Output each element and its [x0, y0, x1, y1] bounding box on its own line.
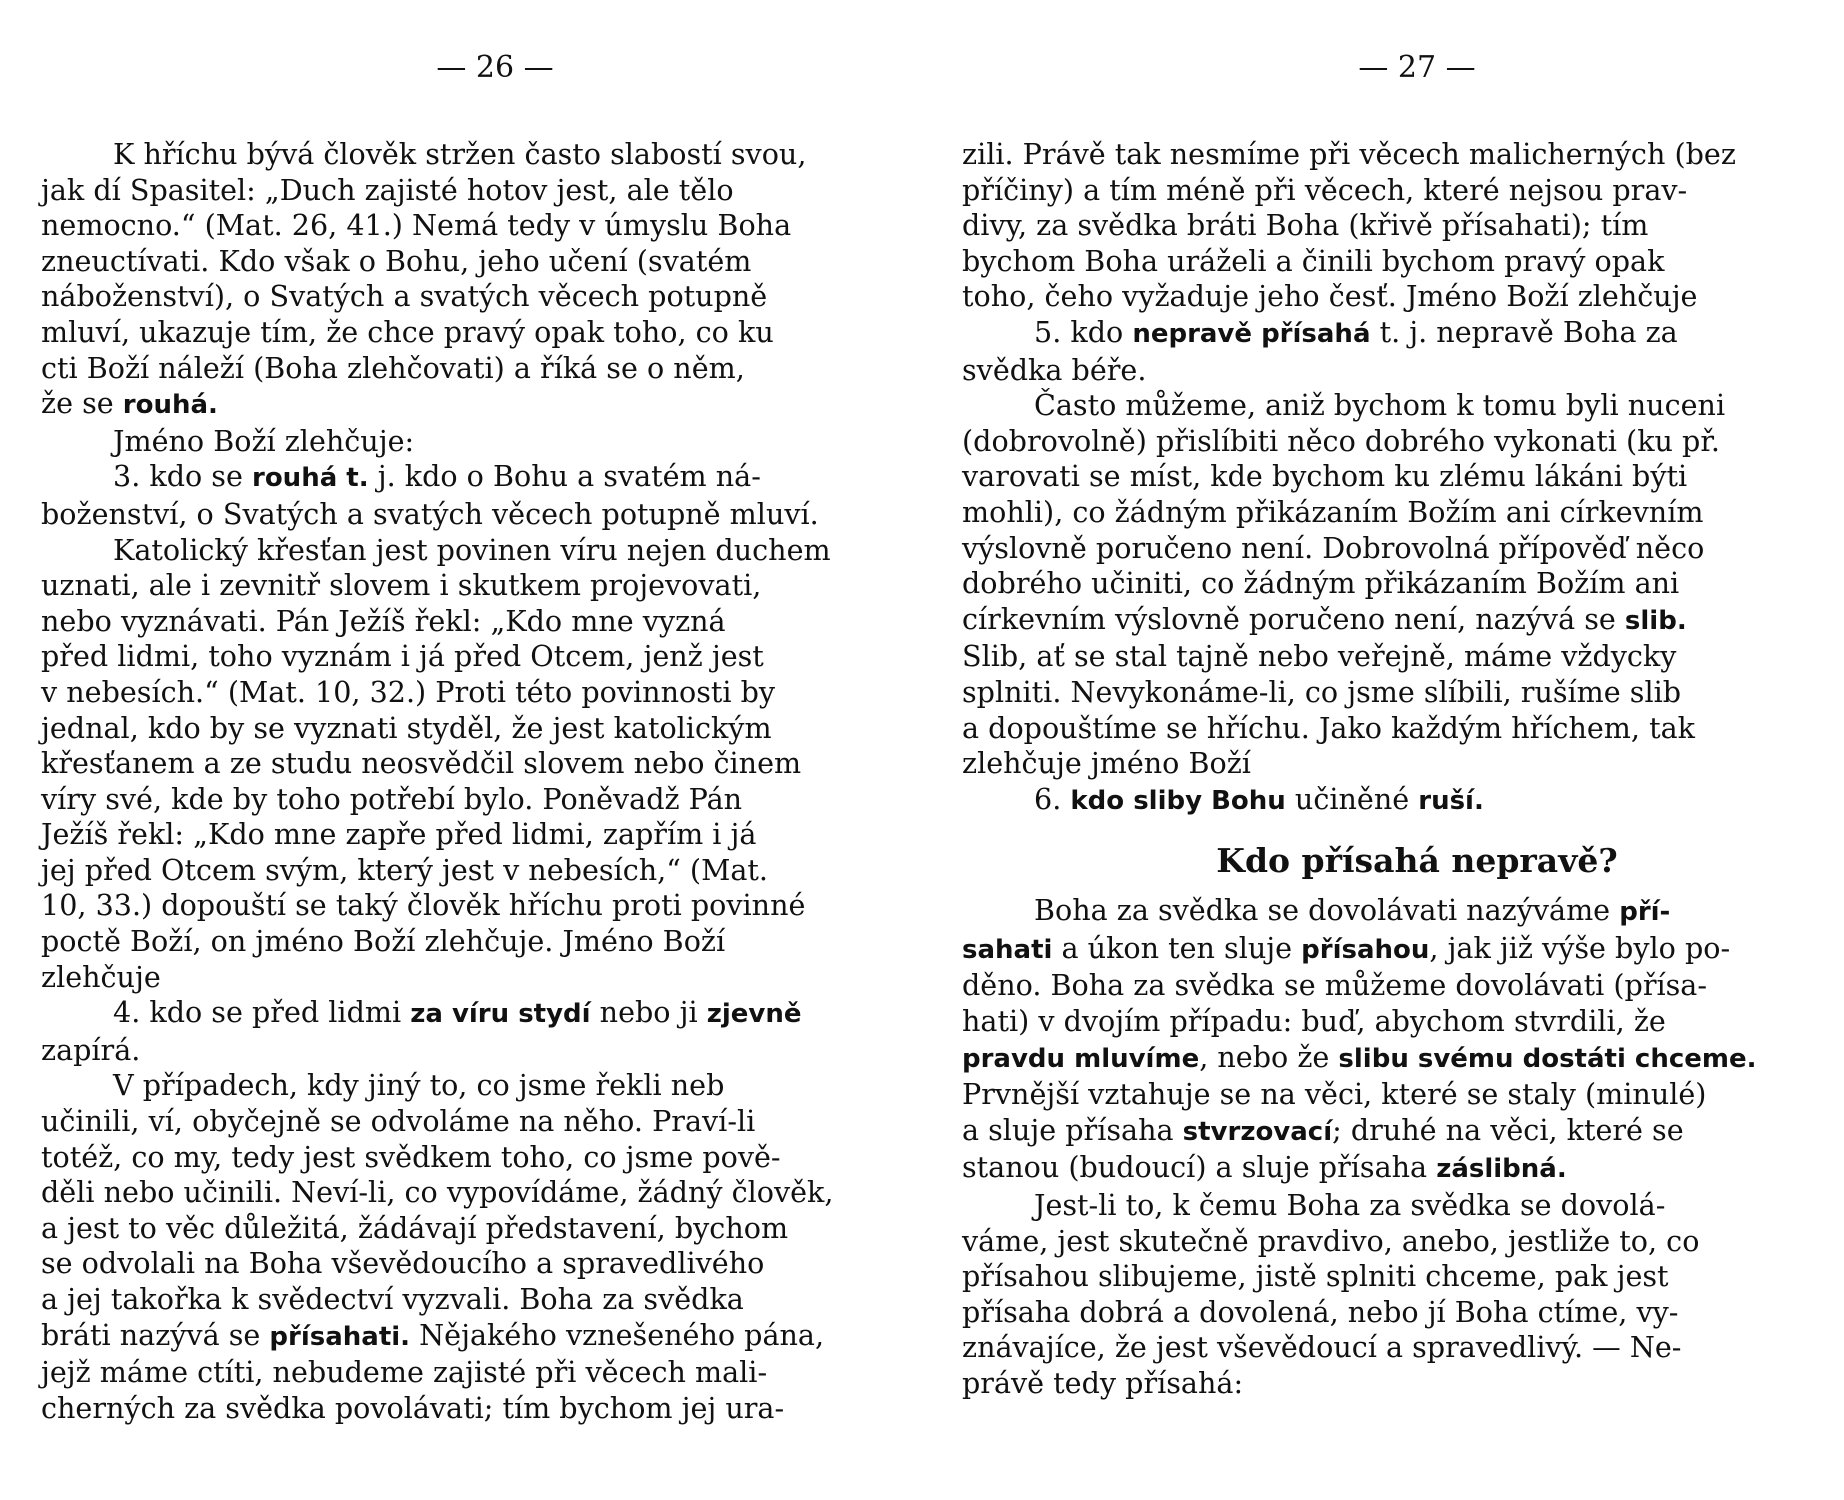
text-line: uznati, ale i zevnitř slovem i skutkem projevovati,	[41, 568, 762, 603]
text-line: příčiny) a tím méně při věcech, které nejsou prav-	[962, 172, 1688, 207]
text-line: bráti nazývá se přísahati. Nějakého vznešeného pána,	[41, 1317, 825, 1352]
page-number: — 27 —	[1358, 50, 1476, 85]
text-line: stanou (budoucí) a sluje přísaha záslibná.	[962, 1150, 1567, 1185]
text-line: mluví, ukazuje tím, že chce pravý opak toho, co ku	[41, 314, 774, 349]
left-page-text	[30, 137, 900, 1426]
text-line: a jest to věc důležitá, žádávají představení, bychom	[41, 1210, 789, 1245]
section-heading: Kdo přísahá nepravě?	[1216, 841, 1618, 881]
text-line: přísaha dobrá a dovolená, nebo jí Boha ctíme, vy-	[962, 1294, 1679, 1329]
text-line: váme, jest skutečně pravdivo, anebo, jestliže to, co	[962, 1223, 1700, 1258]
text-line: cherných za svědka povolávati; tím bychom jej ura-	[41, 1390, 785, 1425]
text-line: totéž, co my, tedy jest svědkem toho, co jsme pově-	[41, 1139, 781, 1174]
text-line: splniti. Nevykonáme-li, co jsme slíbili, rušíme slib	[962, 674, 1682, 709]
text-line: Prvnější vztahuje se na věci, které se staly (minulé)	[962, 1077, 1707, 1112]
bold-term: sahati	[962, 934, 1053, 965]
text-line: 5. kdo nepravě přísahá t. j. nepravě Boha za	[1034, 314, 1678, 349]
left-page	[30, 0, 900, 1426]
text-line: V případech, kdy jiný to, co jsme řekli neb	[113, 1068, 725, 1103]
text-line: děli nebo učinili. Neví-li, co vypovídáme, žádný člověk,	[41, 1175, 834, 1210]
text-line: sahati a úkon ten sluje přísahou, jak již výše bylo po-	[962, 930, 1731, 965]
text-line: před lidmi, toho vyznám i já před Otcem, jenž jest	[41, 639, 764, 674]
text-line: K hříchu bývá člověk stržen často slabostí svou,	[113, 137, 807, 171]
text-line: divy, za svědka bráti Boha (křivě přísahati); tím	[962, 208, 1649, 243]
text-line: jak dí Spasitel: „Duch zajisté hotov jest, ale tělo	[41, 172, 734, 207]
bold-term: rouhá t.	[252, 463, 369, 494]
text-line: víry své, kde by toho potřebí bylo. Poněvadž Pán	[41, 781, 743, 816]
bold-term: přísahati.	[269, 1321, 411, 1352]
bold-term: záslibná.	[1436, 1154, 1567, 1185]
text-line: učinili, ví, obyčejně se odvoláme na něho. Praví-li	[41, 1104, 756, 1139]
text-line: se odvolali na Boha vševědoucího a spravedlivého	[41, 1246, 765, 1281]
text-line: (dobrovolně) přislíbiti něco dobrého vykonati (ku př.	[962, 423, 1720, 458]
bold-term: stvrzovací	[1182, 1116, 1333, 1147]
text-line: Ježíš řekl: „Kdo mne zapře před lidmi, zapřím i já	[41, 817, 757, 852]
bold-term: rouhá.	[122, 390, 218, 421]
text-line: nebo vyznávati. Pán Ježíš řekl: „Kdo mne vyzná	[41, 603, 726, 638]
bold-term: slib.	[1624, 605, 1687, 636]
bold-term: slibu svému dostáti chceme.	[1338, 1043, 1757, 1074]
text-line: mohli), co žádným přikázaním Božím ani církevním	[962, 494, 1704, 529]
text-line: 4. kdo se před lidmi za víru stydí nebo ji zjevně	[113, 995, 802, 1030]
text-line: hati) v dvojím případu: buď, abychom stvrdili, že	[962, 1004, 1666, 1039]
text-line: v nebesích.“ (Mat. 10, 32.) Proti této povinnosti by	[41, 674, 776, 709]
bold-term: přísahou	[1301, 934, 1430, 965]
text-line: boženství, o Svatých a svatých věcech potupně mluví.	[41, 496, 819, 531]
text-line: zneuctívati. Kdo však o Bohu, jeho učení (svatém	[41, 243, 752, 278]
text-line: poctě Boží, on jméno Boží zlehčuje. Jméno Boží	[41, 924, 726, 959]
text-line: dobrého učiniti, co žádným přikázaním Božím ani	[962, 566, 1680, 601]
bold-term: zjevně	[706, 999, 802, 1030]
text-line: jej před Otcem svým, který jest v nebesích,“ (Mat.	[41, 852, 768, 887]
text-line: křesťanem a ze studu neosvědčil slovem nebo činem	[41, 746, 802, 781]
text-line: Katolický křesťan jest povinen víru nejen duchem	[113, 532, 831, 567]
text-line: výslovně poručeno není. Dobrovolná přípověď něco	[962, 530, 1705, 565]
page-number: — 26 —	[436, 50, 554, 85]
text-line: církevním výslovně poručeno není, nazývá se slib.	[962, 601, 1687, 636]
bold-term: nepravě přísahá	[1132, 318, 1371, 349]
bold-term: za víru stydí	[410, 999, 591, 1030]
right-page-text-after-heading	[962, 893, 1832, 1401]
text-line: znávajíce, že jest vševědoucí a spravedlivý. — Ne-	[962, 1330, 1682, 1365]
text-line: jejž máme ctíti, nebudeme zajisté při věcech mali-	[41, 1355, 768, 1390]
text-line: 3. kdo se rouhá t. j. kdo o Bohu a svatém ná-	[113, 459, 761, 494]
text-line: Jméno Boží zlehčuje:	[113, 423, 415, 458]
text-line: zapírá.	[41, 1032, 141, 1067]
text-line: 6. kdo sliby Bohu učiněné ruší.	[1034, 781, 1484, 816]
bold-term: kdo sliby Bohu	[1070, 785, 1286, 816]
text-line: svědka béře.	[962, 352, 1147, 387]
right-page-text	[962, 137, 1832, 819]
right-page	[962, 0, 1832, 1402]
text-line: jednal, kdo by se vyznati styděl, že jest katolickým	[41, 710, 772, 745]
text-line: zili. Právě tak nesmíme při věcech malicherných (bez	[962, 137, 1736, 171]
text-line: cti Boží náleží (Boha zlehčovati) a říká se o něm,	[41, 350, 745, 385]
text-line: 10, 33.) dopouští se taký člověk hříchu proti povinné	[41, 888, 806, 923]
text-line: nemocno.“ (Mat. 26, 41.) Nemá tedy v úmyslu Boha	[41, 208, 792, 243]
text-line: přísahou slibujeme, jistě splniti chceme, pak jest	[962, 1259, 1669, 1294]
text-line: právě tedy přísahá:	[962, 1366, 1244, 1400]
text-line: a sluje přísaha stvrzovací; druhé na věci, které se	[962, 1112, 1684, 1147]
text-line: bychom Boha uráželi a činili bychom pravý opak	[962, 243, 1665, 278]
text-line: Slib, ať se stal tajně nebo veřejně, máme vždycky	[962, 639, 1677, 674]
text-line: že se rouhá.	[41, 386, 218, 421]
text-line: pravdu mluvíme, nebo že slibu svému dostáti chceme.	[962, 1039, 1757, 1074]
text-line: Jest-li to, k čemu Boha za svědka se dovolá-	[1034, 1188, 1666, 1223]
text-line: a dopouštíme se hříchu. Jako každým hříchem, tak	[962, 710, 1695, 745]
text-line: Často můžeme, aniž bychom k tomu byli nuceni	[1034, 388, 1726, 423]
text-line: zlehčuje	[41, 959, 161, 994]
text-line: náboženství), o Svatých a svatých věcech potupně	[41, 279, 768, 314]
text-line: varovati se míst, kde bychom ku zlému lákáni býti	[962, 459, 1688, 494]
text-line: toho, čeho vyžaduje jeho česť. Jméno Boží zlehčuje	[962, 279, 1698, 314]
bold-term: ruší.	[1418, 785, 1484, 816]
text-line: zlehčuje jméno Boží	[962, 746, 1251, 781]
text-line: Boha za svědka se dovolávati nazýváme pří-	[1034, 893, 1671, 928]
bold-term: pravdu mluvíme	[962, 1043, 1200, 1074]
bold-term: pří-	[1619, 897, 1671, 928]
text-line: a jej takořka k svědectví vyzvali. Boha za svědka	[41, 1282, 744, 1316]
text-line: děno. Boha za svědka se můžeme dovolávati (přísa-	[962, 968, 1708, 1003]
